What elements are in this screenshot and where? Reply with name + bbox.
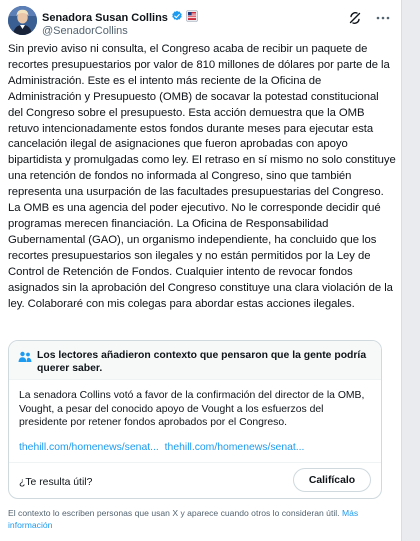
footer-text: El contexto lo escriben personas que usan X y aparece cuando otros lo consideran útil.: [8, 508, 340, 518]
post-text: Sin previo aviso ni consulta, el Congreso acaba de recibir un paquete de recortes presupuestarios por valor de 810 millones de dólares por parte de la Administración. Este es el intento más reciente de la Oficina de Administración y Presupuesto (OMB) de socavar la potestad constitucional del Congreso sobre el presupuesto. Esta acción demuestra que la OMB retuvo intencionadamente estos fondos durante meses para ejecutar esta cancelación ilegal de asignaciones que fueron aprobadas con apoyo bipartidista y promulgadas como ley. El retraso en sí mismo no solo constituye una retención de fondos no informada al Congreso, sino que también representa una usurpación de las facultades presupuestarias del Congreso. La OMB es una agencia del poder ejecutivo. No le corresponde decidir qué programas merecen financiación. La Oficina de Responsabilidad Gubernamental (GAO), un organismo independiente, ha concluido que los recortes presupuestarios son ilegales y no están permitidos por la Ley de Control de Retención de Fondos. Cualquier intento de revocar fondos asignados sin la aprobación del Congreso constituye una clara violación de la ley. Colaboraré con mis colegas para abordar estas acciones ilegales.: [8, 43, 396, 310]
divider: [9, 462, 381, 463]
community-note-links: [19, 442, 371, 453]
government-flag-icon: [186, 9, 198, 27]
avatar[interactable]: [8, 6, 37, 35]
grok-icon[interactable]: [347, 10, 363, 26]
helpful-question: ¿Te resulta útil?: [19, 477, 93, 488]
header-actions: [347, 10, 391, 26]
verified-badge-icon: [171, 9, 183, 27]
note-source-link-2[interactable]: thehill.com/homenews/senat...: [164, 442, 305, 453]
note-footer: [8, 507, 393, 531]
community-note: [8, 340, 382, 499]
author-handle[interactable]: @SenadorCollins: [42, 25, 128, 37]
community-note-text: La senadora Collins votó a favor de la confirmación del director de la OMB, Vought, a pesar del conocido apoyo de Vought a los esfuerzos del presidente por retener fondos aprobados por el Congreso.: [19, 390, 365, 429]
author-name[interactable]: Senadora Susan Collins: [42, 12, 168, 24]
people-icon: [18, 350, 32, 362]
community-note-title: Los lectores añadieron contexto que pensaron que la gente podría querer saber.: [37, 350, 367, 375]
more-options-icon[interactable]: [375, 10, 391, 26]
more-info-link[interactable]: Más información: [8, 508, 359, 530]
rate-button[interactable]: Califícalo: [293, 468, 371, 492]
post-header: [8, 6, 391, 42]
note-source-link-1[interactable]: thehill.com/homenews/senat...: [19, 442, 159, 453]
community-note-header: [9, 341, 381, 380]
